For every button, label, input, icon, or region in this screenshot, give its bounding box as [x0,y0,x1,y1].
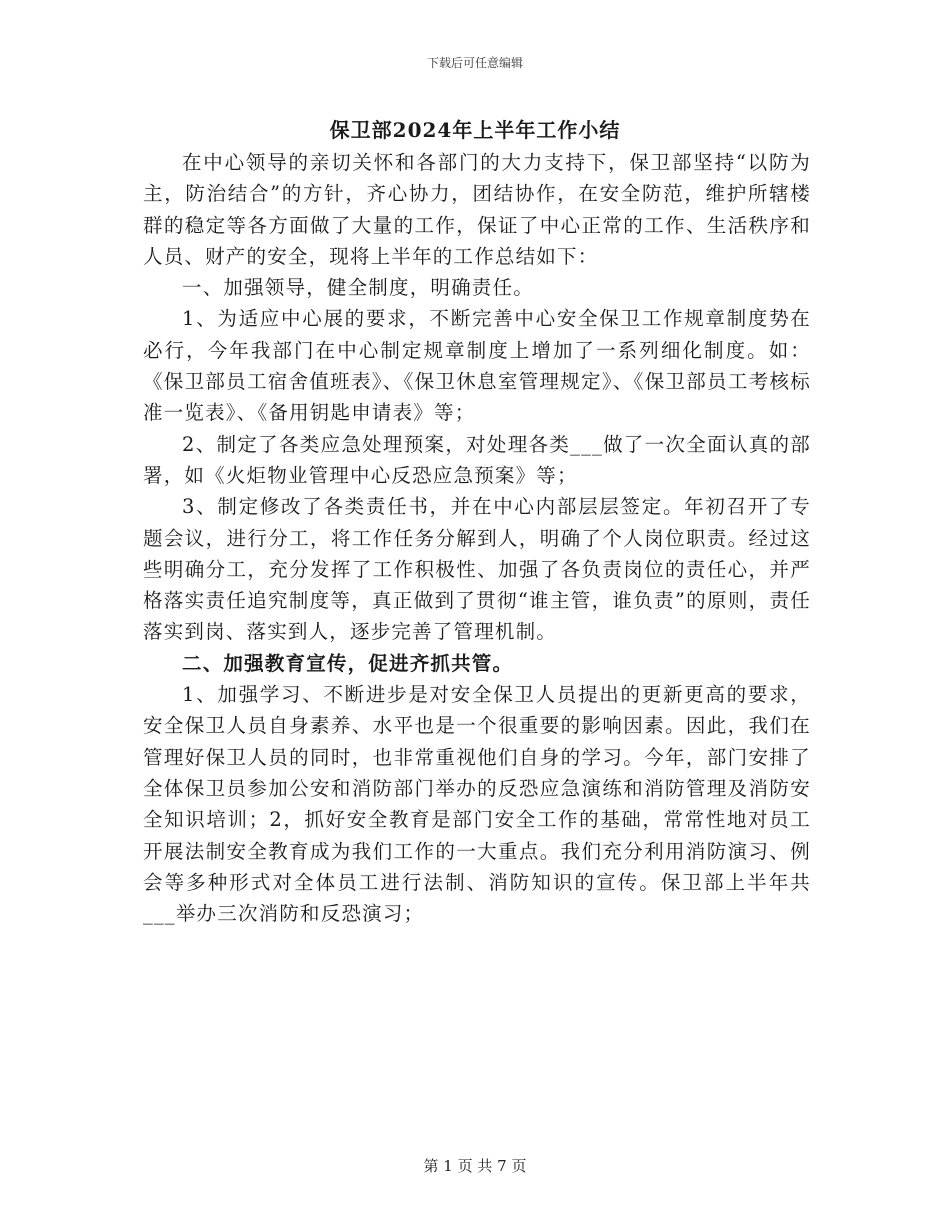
section-2-item-1: 1、加强学习、不断进步是对安全保卫人员提出的更新更高的要求，安全保卫人员自身素养、水平也是一个很重要的影响因素。因此，我们在管理好保卫人员的同时，也非常重视他们自身的学习。今年，部门安排了全体保卫员参加公安和消防部门举办的反恐应急演练和消防管理及消防安全知识培训；2，抓好安全教育是部门安全工作的基础，常常性地对员工开展法制安全教育成为我们工作的一大重点。我们充分利用消防演习、例会等多种形式对全体员工进行法制、消防知识的宣传。保卫部上半年共___举办三次消防和反恐演习； [143,683,811,926]
page-header-note: 下载后可任意编辑 [426,56,523,70]
document-body [143,147,811,929]
section-1-item-1: 1、为适应中心展的要求，不断完善中心安全保卫工作规章制度势在必行，今年我部门在中心制定规章制度上增加了一系列细化制度。如：《保卫部员工宿舍值班表》、《保卫休息室管理规定》、《保卫部员工考核标准一览表》、《备用钥匙申请表》等； [143,307,811,425]
intro-paragraph: 在中心领导的亲切关怀和各部门的大力支持下，保卫部坚持“以防为主，防治结合”的方针，齐心协力，团结协作，在安全防范，维护所辖楼群的稳定等各方面做了大量的工作，保证了中心正常的工作、生活秩序和人员、财产的安全，现将上半年的工作总结如下： [143,151,811,268]
section-2-heading: 二、加强教育宣传，促进齐抓共管。 [182,651,514,675]
document-title: 保卫部2024年上半年工作小结 [329,118,621,142]
section-1-item-3: 3、制定修改了各类责任书，并在中心内部层层签定。年初召开了专题会议，进行分工，将工作任务分解到人，明确了个人岗位职责。经过这些明确分工，充分发挥了工作积极性、加强了各负责岗位的责任心，并严格落实责任追究制度等，真正做到了贯彻“谁主管，谁负责”的原则，责任落实到岗、落实到人，逐步完善了管理机制。 [143,495,811,644]
page-number: 第 1 页 共 7 页 [423,1157,527,1175]
section-1-item-2: 2、制定了各类应急处理预案，对处理各类___做了一次全面认真的部署，如《火炬物业管理中心反恐应急预案》等； [143,432,811,487]
section-1-heading: 一、加强领导，健全制度，明确责任。 [182,276,534,300]
